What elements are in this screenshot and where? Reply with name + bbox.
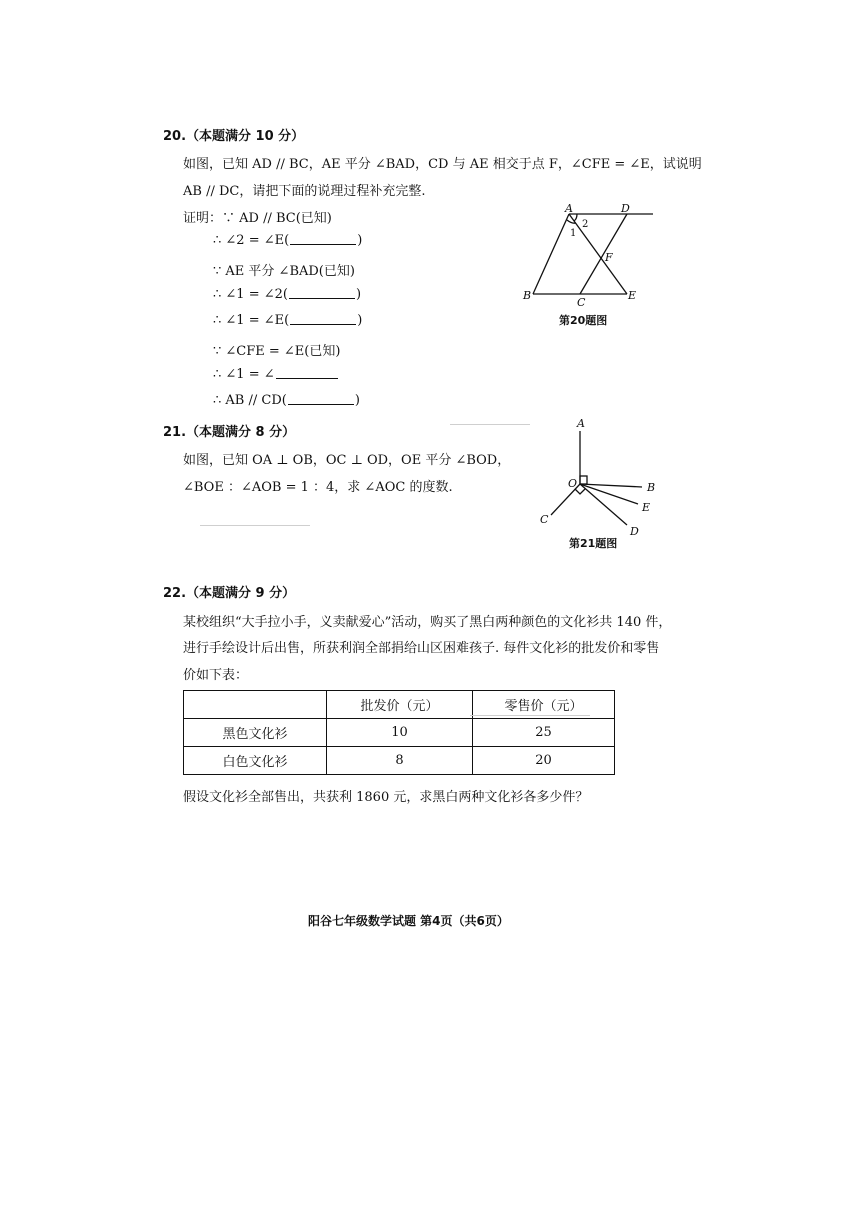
table-cell: 20 — [473, 747, 615, 775]
right-angle-mark-AOB — [580, 476, 587, 484]
table-header-cell: 批发价（元） — [327, 691, 473, 719]
ray-OD — [580, 484, 627, 525]
figure-21-caption: 第21题图 — [569, 537, 618, 550]
proof-line-5: ∴ ∠1 = ∠E( ) — [213, 313, 363, 328]
label-O: O — [568, 477, 578, 490]
figure-20-caption: 第20题图 — [559, 314, 608, 327]
label-D: D — [630, 525, 639, 538]
q22-para-line3: 价如下表： — [183, 668, 249, 683]
q21-line1: 如图，已知 OA ⊥ OB，OC ⊥ OD，OE 平分 ∠BOD， — [183, 453, 511, 468]
answer-blank[interactable] — [290, 313, 356, 325]
label-A: A — [577, 417, 585, 430]
proof-line-2: ∴ ∠2 = ∠E( ) — [213, 233, 363, 248]
proof-line-3: ∵ AE 平分 ∠BAD(已知) — [213, 264, 355, 279]
label-E: E — [642, 501, 651, 514]
q20-line1: 如图，已知 AD // BC，AE 平分 ∠BAD，CD 与 AE 相交于点 F，∠CFE = ∠E，试说明 — [183, 157, 702, 172]
scan-noise — [200, 525, 310, 526]
q22-para-line2: 进行手绘设计后出售，所获利润全部捐给山区困难孩子. 每件文化衫的批发价和零售 — [183, 641, 660, 656]
q21-line2: ∠BOE ：∠AOB = 1 ：4，求 ∠AOC 的度数. — [183, 480, 453, 495]
price-table — [183, 690, 615, 775]
angle-2-arc — [574, 214, 577, 221]
label-B: B — [523, 289, 532, 302]
q22-header: 22.（本题满分 9 分） — [163, 586, 296, 601]
label-angle-1: 1 — [570, 228, 577, 239]
q20-header: 20.（本题满分 10 分） — [163, 129, 305, 144]
scan-noise — [450, 424, 530, 425]
table-row — [184, 719, 615, 747]
segment-AB — [533, 214, 569, 294]
figure-20 — [515, 200, 665, 335]
q21-header: 21.（本题满分 8 分） — [163, 425, 296, 440]
table-cell: 黑色文化衫 — [184, 719, 327, 747]
label-A: A — [565, 202, 573, 215]
answer-blank[interactable] — [290, 233, 356, 245]
table-cell: 8 — [327, 747, 473, 775]
label-angle-2: 2 — [582, 219, 589, 230]
scan-noise — [470, 715, 590, 716]
page-footer: 阳谷七年级数学试题 第4页（共6页） — [308, 914, 509, 928]
table-cell: 10 — [327, 719, 473, 747]
proof-line-4: ∴ ∠1 = ∠2( ) — [213, 287, 362, 302]
label-B: B — [647, 481, 656, 494]
table-header-cell — [184, 691, 327, 719]
table-row — [184, 747, 615, 775]
label-C: C — [577, 296, 586, 309]
proof-line-7: ∴ ∠1 = ∠ — [213, 367, 339, 382]
proof-line-1: 证明：∵ AD // BC(已知) — [183, 211, 332, 226]
answer-blank[interactable] — [276, 367, 338, 379]
table-cell: 白色文化衫 — [184, 747, 327, 775]
answer-blank[interactable] — [289, 287, 355, 299]
figure-21 — [535, 415, 665, 555]
answer-blank[interactable] — [288, 393, 354, 405]
proof-line-8: ∴ AB // CD( ) — [213, 393, 360, 408]
table-cell: 25 — [473, 719, 615, 747]
q22-question: 假设文化衫全部售出，共获利 1860 元，求黑白两种文化衫各多少件？ — [183, 790, 589, 805]
label-E: E — [628, 289, 637, 302]
label-D: D — [621, 202, 630, 215]
segment-AE — [569, 214, 627, 294]
label-F: F — [605, 251, 613, 264]
q22-para-line1: 某校组织“大手拉小手，义卖献爱心”活动，购买了黑白两种颜色的文化衫共 140 件， — [183, 615, 672, 630]
table-header-cell: 零售价（元） — [473, 691, 615, 719]
proof-line-6: ∵ ∠CFE = ∠E(已知) — [213, 344, 341, 359]
q20-line2: AB // DC，请把下面的说理过程补充完整. — [183, 184, 426, 199]
label-C: C — [540, 513, 549, 526]
